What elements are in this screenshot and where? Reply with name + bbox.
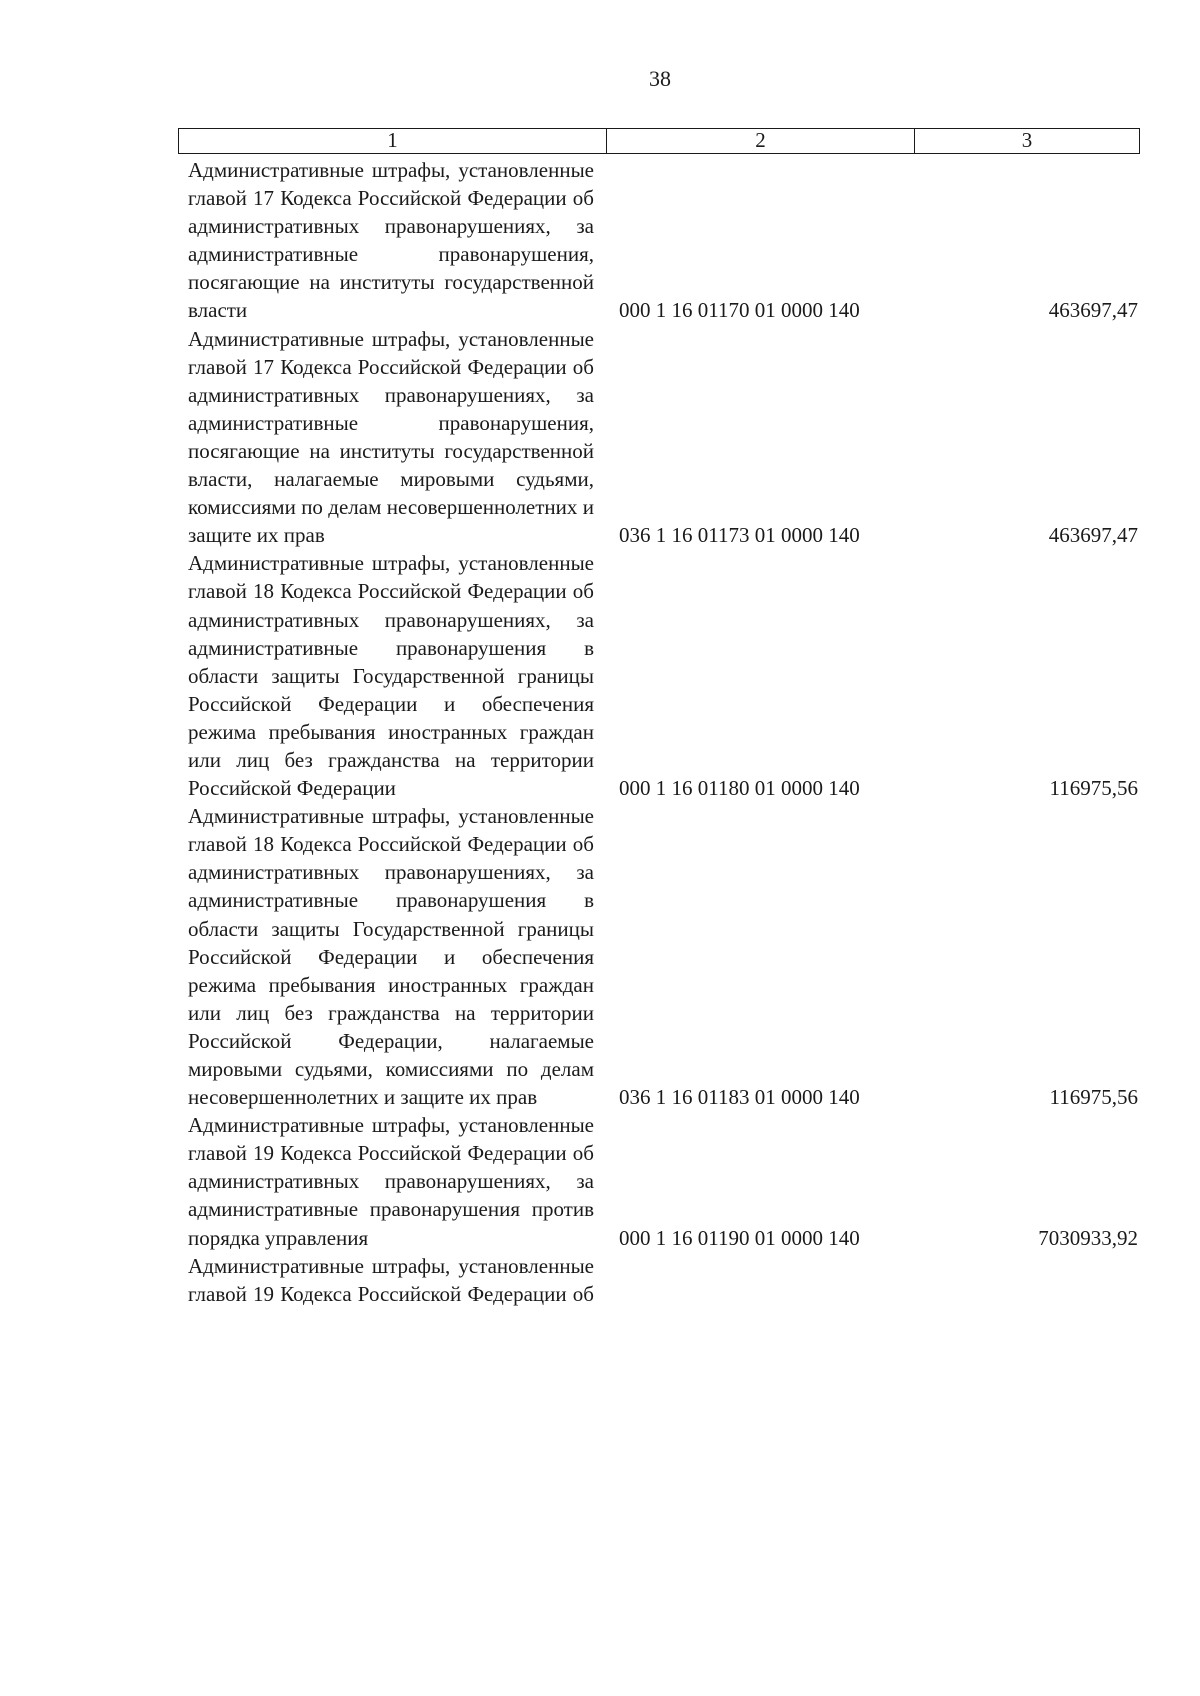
table-row — [188, 1252, 1138, 1308]
table-row — [188, 156, 1138, 325]
row-amount: 7030933,92 — [1038, 1225, 1138, 1250]
table-row — [188, 802, 1138, 1111]
row-amount: 463697,47 — [1048, 298, 1138, 323]
row-amount: 463697,47 — [1048, 523, 1138, 548]
column-header-3: 3 — [1021, 128, 1033, 152]
row-amount: 116975,56 — [1049, 1085, 1138, 1110]
row-amount: 116975,56 — [1049, 776, 1138, 801]
row-code: 000 1 16 01180 01 0000 140 — [619, 776, 860, 801]
row-code: 036 1 16 01183 01 0000 140 — [619, 1085, 860, 1110]
table-row — [188, 549, 1138, 802]
table-header — [178, 128, 1140, 154]
row-code: 000 1 16 01170 01 0000 140 — [619, 298, 860, 323]
row-description: Административные штрафы, установленные главой 17 Кодекса Российской Федерации об административных правонарушениях, за административные правонарушения, посягающие на институты государственной власти, налагаемые мировыми судьями, комиссиями по делам несовершеннолетних и защите их прав — [188, 326, 594, 548]
row-description: Административные штрафы, установленные главой 19 Кодекса Российской Федерации об — [188, 1253, 594, 1306]
row-code: 000 1 16 01190 01 0000 140 — [619, 1225, 860, 1250]
page-number: 38 — [649, 66, 671, 91]
row-description: Административные штрафы, установленные главой 17 Кодекса Российской Федерации об административных правонарушениях, за административные правонарушения, посягающие на институты государственной власти — [188, 158, 594, 323]
column-header-1: 1 — [179, 129, 607, 153]
table-row — [188, 325, 1138, 550]
row-code: 036 1 16 01173 01 0000 140 — [619, 523, 860, 548]
row-description: Административные штрафы, установленные главой 19 Кодекса Российской Федерации об административных правонарушениях, за административные правонарушения против порядка управления — [188, 1113, 594, 1250]
table-body — [188, 156, 1138, 1308]
column-header-2: 2 — [607, 129, 915, 153]
table-row — [188, 1111, 1138, 1251]
row-description: Административные штрафы, установленные главой 18 Кодекса Российской Федерации об административных правонарушениях, за административные правонарушения в области защиты Государственной границы Российской Федерации и обеспечения режима пребывания иностранных граждан или лиц без гражданства на территории Российской Федерации, налагаемые мировыми судьями, комиссиями по делам несовершеннолетних и защите их прав — [188, 804, 594, 1110]
row-description: Административные штрафы, установленные главой 18 Кодекса Российской Федерации об административных правонарушениях, за административные правонарушения в области защиты Государственной границы Российской Федерации и обеспечения режима пребывания иностранных граждан или лиц без гражданства на территории Российской Федерации — [188, 551, 594, 801]
